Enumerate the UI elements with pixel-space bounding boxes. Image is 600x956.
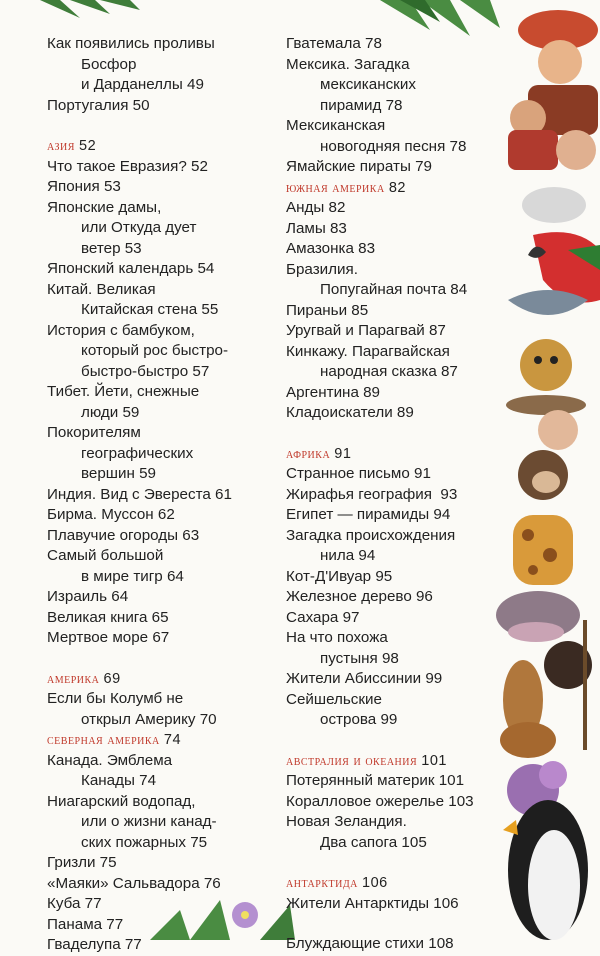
contents-entry[interactable] (286, 116, 501, 157)
entry-line: Гваделупа 77 (47, 936, 142, 953)
contents-entry[interactable] (286, 219, 501, 240)
contents-entry[interactable] (47, 177, 277, 198)
entry-line: Плавучие огороды 63 (47, 526, 200, 544)
section-heading[interactable] (286, 178, 501, 199)
entry-line: Новая Зеландия. (286, 813, 407, 830)
entry-line: ветер 53 (81, 239, 142, 257)
contents-entry[interactable] (286, 321, 501, 342)
contents-entry[interactable] (47, 382, 277, 423)
entry-line: Панама 77 (47, 915, 124, 933)
entry-line: пустыня 98 (320, 649, 399, 667)
section-heading[interactable] (286, 751, 501, 772)
contents-entry[interactable] (286, 792, 501, 813)
palm-leaves-top-left-icon (40, 0, 150, 22)
section-heading[interactable] (47, 730, 277, 751)
contents-entry[interactable] (47, 792, 277, 854)
entry-line: Великая книга 65 (47, 608, 169, 626)
contents-entry[interactable] (47, 546, 277, 587)
entry-line: вершин 59 (81, 465, 156, 482)
contents-entry[interactable] (286, 690, 501, 731)
entry-line: На что похожа (286, 629, 388, 646)
entry-line: Египет — пирамиды 94 (286, 506, 451, 523)
contents-entry[interactable] (47, 321, 277, 383)
entry-line: Канады 74 (81, 772, 157, 789)
entry-line: Попугайная почта 84 (320, 281, 468, 298)
entry-line: Японские дамы, (47, 198, 162, 216)
contents-entry[interactable] (47, 259, 277, 280)
contents-entry[interactable] (47, 505, 277, 526)
entry-line: Амазонка 83 (286, 240, 376, 257)
contents-entry[interactable] (286, 342, 501, 383)
contents-entry[interactable] (47, 853, 277, 874)
section-title: африка (286, 445, 331, 462)
section-page-number: 101 (421, 752, 447, 769)
entry-line: Покорителям (47, 424, 141, 441)
entry-line: Куба 77 (47, 895, 102, 912)
section-title: азия (47, 138, 75, 154)
entry-line: Мертвое море 67 (47, 629, 170, 646)
entry-line: люди 59 (81, 403, 140, 421)
contents-entry[interactable] (286, 934, 501, 955)
entry-line: пирамид 78 (320, 96, 403, 114)
section-title: южная америка (286, 179, 385, 196)
entry-line: Ламы 83 (286, 219, 347, 237)
entry-line: Анды 82 (286, 199, 346, 216)
section-page-number: 82 (388, 179, 406, 196)
entry-line: ских пожарных 75 (81, 833, 208, 851)
contents-entry[interactable] (286, 812, 501, 853)
entry-line: История с бамбуком, (47, 321, 195, 339)
contents-entry[interactable] (47, 280, 277, 321)
contents-entry[interactable] (286, 260, 501, 301)
entry-line: Загадка происхождения (286, 526, 456, 544)
entry-line: Китайская стена 55 (81, 301, 219, 318)
section-gap (47, 649, 277, 669)
entry-line: Пираньи 85 (286, 301, 369, 319)
entry-line: Аргентина 89 (286, 383, 381, 401)
entry-line: Жирафья география 93 (286, 485, 458, 503)
entry-line: или Откуда дует (81, 219, 197, 236)
contents-entry[interactable] (286, 771, 501, 792)
contents-entry[interactable] (47, 689, 277, 730)
contents-entry[interactable] (286, 34, 501, 55)
entry-line: Если бы Колумб не (47, 690, 184, 707)
contents-entry[interactable] (286, 198, 501, 219)
entry-line: Коралловое ожерелье 103 (286, 792, 474, 810)
entry-line: Канада. Эмблема (47, 751, 173, 769)
entry-line: Ямайские пираты 79 (286, 158, 432, 175)
entry-line: Мексика. Загадка (286, 55, 410, 73)
entry-line: и Дарданеллы 49 (81, 76, 204, 93)
contents-left-column (47, 34, 277, 956)
entry-line: Индия. Вид с Эвереста 61 (47, 485, 232, 503)
contents-entry[interactable] (286, 157, 501, 178)
entry-line: Сейшельские (286, 690, 382, 708)
entry-line: Гватемала 78 (286, 35, 382, 52)
contents-entry[interactable] (47, 915, 277, 936)
contents-entry[interactable] (286, 894, 501, 915)
entry-line: острова 99 (320, 711, 398, 728)
contents-entry[interactable] (286, 403, 501, 424)
entry-line: Самый большой (47, 547, 164, 564)
entry-line: Кинкажу. Парагвайская (286, 342, 450, 360)
entry-line: быстро-быстро 57 (81, 362, 210, 380)
entry-line: Кладоискатели 89 (286, 404, 414, 421)
contents-entry[interactable] (47, 608, 277, 629)
section-title: северная америка (47, 732, 160, 748)
section-gap (286, 853, 501, 873)
contents-entry[interactable] (47, 526, 277, 547)
entry-line: Блуждающие стихи 108 (286, 935, 454, 952)
entry-line: Уругвай и Парагвай 87 (286, 322, 446, 339)
section-page-number: 74 (163, 732, 182, 748)
contents-entry[interactable] (286, 526, 501, 567)
entry-line: нила 94 (320, 547, 376, 564)
entry-line: Странное письмо 91 (286, 465, 431, 482)
entry-line: Бирма. Муссон 62 (47, 506, 175, 523)
section-gap (286, 424, 501, 444)
section-page-number: 106 (362, 875, 388, 891)
section-heading[interactable] (286, 444, 501, 465)
entry-line: Кот-Д'Ивуар 95 (286, 567, 393, 585)
contents-entry[interactable] (286, 587, 501, 608)
section-page-number: 91 (334, 445, 352, 462)
contents-entry[interactable] (47, 157, 277, 178)
entry-line: Как появились проливы (47, 35, 215, 52)
contents-entry[interactable] (47, 423, 277, 485)
entry-line: Сахара 97 (286, 608, 360, 626)
contents-entry[interactable] (47, 34, 277, 96)
entry-line: народная сказка 87 (320, 363, 458, 380)
entry-line: новогодняя песня 78 (320, 137, 467, 155)
entry-line: в мире тигр 64 (81, 567, 184, 585)
section-gap (286, 914, 501, 934)
contents-entry[interactable] (47, 874, 277, 895)
entry-line: который рос быстро- (81, 342, 229, 359)
section-gap (47, 116, 277, 136)
entry-line: Два сапога 105 (320, 833, 427, 851)
contents-entry[interactable] (47, 198, 277, 260)
section-gap (286, 731, 501, 751)
entry-line: географических (81, 444, 194, 462)
contents-entry[interactable] (286, 301, 501, 322)
contents-entry[interactable] (47, 751, 277, 792)
contents-entry[interactable] (286, 239, 501, 260)
entry-line: «Маяки» Сальвадора 76 (47, 874, 221, 892)
entry-line: Израиль 64 (47, 588, 129, 605)
section-title: америка (47, 670, 100, 687)
contents-entry[interactable] (47, 485, 277, 506)
section-heading[interactable] (286, 873, 501, 894)
entry-line: Португалия 50 (47, 96, 150, 114)
entry-line: мексиканских (320, 76, 416, 93)
entry-line: Япония 53 (47, 178, 121, 195)
entry-line: Жители Антарктиды 106 (286, 894, 459, 912)
contents-entry[interactable] (47, 96, 277, 117)
contents-entry[interactable] (286, 485, 501, 506)
entry-line: Китай. Великая (47, 280, 156, 298)
contents-entry[interactable] (47, 628, 277, 649)
animal-characters-illustration-icon (488, 0, 600, 940)
entry-line: Бразилия. (286, 260, 358, 278)
entry-line: Мексиканская (286, 117, 386, 134)
entry-line: Тибет. Йети, снежные (47, 383, 200, 400)
contents-entry[interactable] (286, 505, 501, 526)
section-title: антарктида (286, 875, 358, 891)
section-title: австралия и океания (286, 752, 418, 769)
entry-line: Жители Абиссинии 99 (286, 670, 443, 687)
section-page-number: 69 (103, 670, 121, 687)
contents-entry[interactable] (47, 587, 277, 608)
entry-line: Японский календарь 54 (47, 260, 215, 277)
contents-entry[interactable] (286, 383, 501, 404)
entry-line: Что такое Евразия? 52 (47, 157, 208, 175)
entry-line: Железное дерево 96 (286, 588, 433, 605)
entry-line: открыл Америку 70 (81, 710, 217, 728)
entry-line: Босфор (81, 55, 137, 73)
entry-line: Ниагарский водопад, (47, 792, 196, 810)
entry-line: Потерянный материк 101 (286, 772, 465, 789)
contents-entry[interactable] (286, 628, 501, 669)
entry-line: или о жизни канад- (81, 813, 217, 830)
contents-entry[interactable] (286, 669, 501, 690)
contents-right-column (286, 34, 501, 955)
contents-entry[interactable] (286, 567, 501, 588)
contents-entry[interactable] (286, 608, 501, 629)
section-heading[interactable] (47, 669, 277, 690)
contents-entry[interactable] (47, 935, 277, 956)
contents-entry[interactable] (47, 894, 277, 915)
section-heading[interactable] (47, 136, 277, 157)
contents-entry[interactable] (286, 464, 501, 485)
section-page-number: 52 (79, 138, 97, 154)
contents-entry[interactable] (286, 55, 501, 117)
entry-line: Гризли 75 (47, 854, 117, 871)
